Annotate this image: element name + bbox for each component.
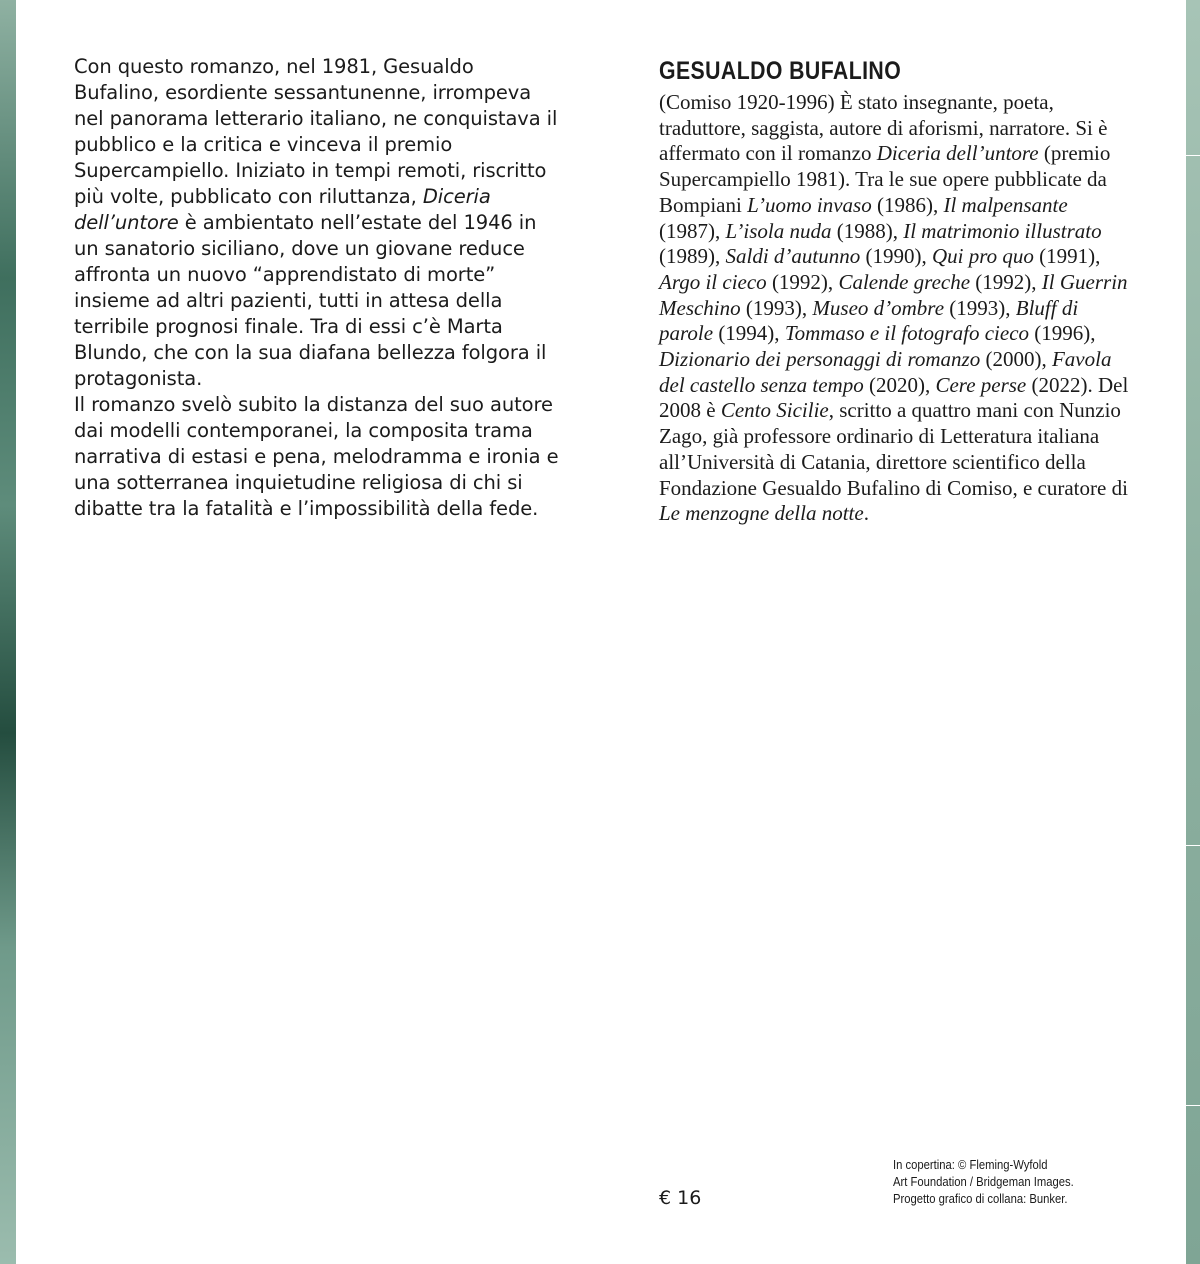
author-bio <box>659 90 1129 527</box>
bio-text: (1994), <box>713 321 785 346</box>
cover-edge-left <box>0 0 16 1264</box>
bio-text: (2022). Del 2008 è <box>659 372 1129 423</box>
author-bio-column <box>659 56 1129 527</box>
bio-text: (1989), <box>659 244 726 269</box>
synopsis-paragraph-1 <box>74 54 564 392</box>
work-title: Favola del castello senza tempo <box>659 347 1112 397</box>
bio-text: (1993), <box>740 295 813 320</box>
work-title: L’uomo invaso <box>747 192 872 217</box>
bio-text: (1996), <box>1029 321 1096 346</box>
bio-text: (1987), <box>659 218 726 243</box>
synopsis-text: Con questo romanzo, nel 1981, Gesualdo Bufalino, esordiente sessantunenne, irrompeva nel panorama letterario italiano, ne conquistava il pubblico e la critica e vinceva il premio Supercampiello. Iniziato in tempi remoti, riscritto più volte, pubblicato con riluttanza, <box>74 55 558 208</box>
work-title: Cento Sicilie <box>720 398 829 423</box>
bio-text: (1992), <box>970 269 1042 294</box>
back-cover-flap <box>16 0 1186 1264</box>
bio-text: (1991), <box>1033 244 1101 269</box>
bio-text: (2000), <box>980 347 1052 372</box>
work-title: L’isola nuda <box>725 218 832 243</box>
crop-mark <box>1186 155 1200 156</box>
synopsis-text: è ambientato nell’estate del 1946 in un sanatorio siciliano, dove un giovane reduce affronta un nuovo “apprendistato di morte” insieme ad altri pazienti, tutti in attesa della terribile prognosi finale. Tra di essi c’è Marta Blundo, che con la sua diafana bellezza folgora il protagonista. <box>74 211 547 390</box>
bio-text: , scritto a quattro mani con Nunzio Zago, già professore ordinario di Letteratura italiana all’Università di Catania, direttore scientifico della Fondazione Gesualdo Bufalino di Comiso, e curatore di <box>659 398 1128 500</box>
work-title: Qui pro quo <box>932 244 1034 269</box>
work-title: Tommaso e il fotografo cieco <box>784 321 1030 346</box>
synopsis-column <box>74 54 564 522</box>
work-title: Bluff di parole <box>659 295 1079 346</box>
crop-mark <box>16 1108 34 1109</box>
bio-text: (1990), <box>860 244 932 269</box>
crop-mark <box>1186 845 1200 846</box>
work-title: Dizionario dei personaggi di romanzo <box>659 347 981 372</box>
bio-text: (1993), <box>944 295 1016 320</box>
author-name: GESUALDO BUFALINO <box>659 57 902 85</box>
work-title: Diceria dell’untore <box>876 141 1039 166</box>
price: € 16 <box>659 1187 702 1209</box>
bio-text: . <box>863 501 869 526</box>
work-title: Cere perse <box>935 372 1027 397</box>
bio-text: (1992), <box>766 269 839 294</box>
cover-edge-right <box>1186 0 1200 1264</box>
credit-line: Progetto grafico di collana: Bunker. <box>893 1192 1068 1206</box>
synopsis-paragraph-2: Il romanzo svelò subito la distanza del suo autore dai modelli contemporanei, la composita trama narrativa di estasi e pena, melodramma e ironia e una sotterranea inquietudine religiosa di chi si dibatte tra la fatalità e l’impossibilità della fede. <box>74 393 559 520</box>
work-title: Il malpensante <box>943 192 1068 217</box>
bio-text: (1988), <box>831 218 904 243</box>
bio-text: (premio Supercampiello 1981). Tra le sue opere pubblicate da Bompiani <box>659 141 1111 217</box>
crop-mark <box>1186 1105 1200 1106</box>
work-title: Le menzogne della notte <box>659 501 864 526</box>
work-title: Il matrimonio illustrato <box>903 218 1102 243</box>
work-title: Il Guerrin Meschino <box>659 269 1128 320</box>
cover-credits <box>893 1157 1109 1208</box>
work-title: Calende greche <box>838 269 971 294</box>
credit-line: Art Foundation / Bridgeman Images. <box>893 1175 1074 1189</box>
work-title: Argo il cieco <box>659 269 767 294</box>
crop-mark <box>16 120 34 121</box>
work-title: Museo d’ombre <box>812 295 945 320</box>
work-title: Saldi d’autunno <box>725 244 861 269</box>
bio-text: (2020), <box>863 372 936 397</box>
bio-text: (Comiso 1920-1996) È stato insegnante, poeta, traduttore, saggista, autore di aforismi, narratore. Si è affermato con il romanzo <box>659 90 1108 166</box>
bio-text: (1986), <box>871 192 944 217</box>
credit-line: In copertina: © Fleming-Wyfold <box>893 1158 1048 1172</box>
book-title: Diceria dell’untore <box>74 185 491 234</box>
